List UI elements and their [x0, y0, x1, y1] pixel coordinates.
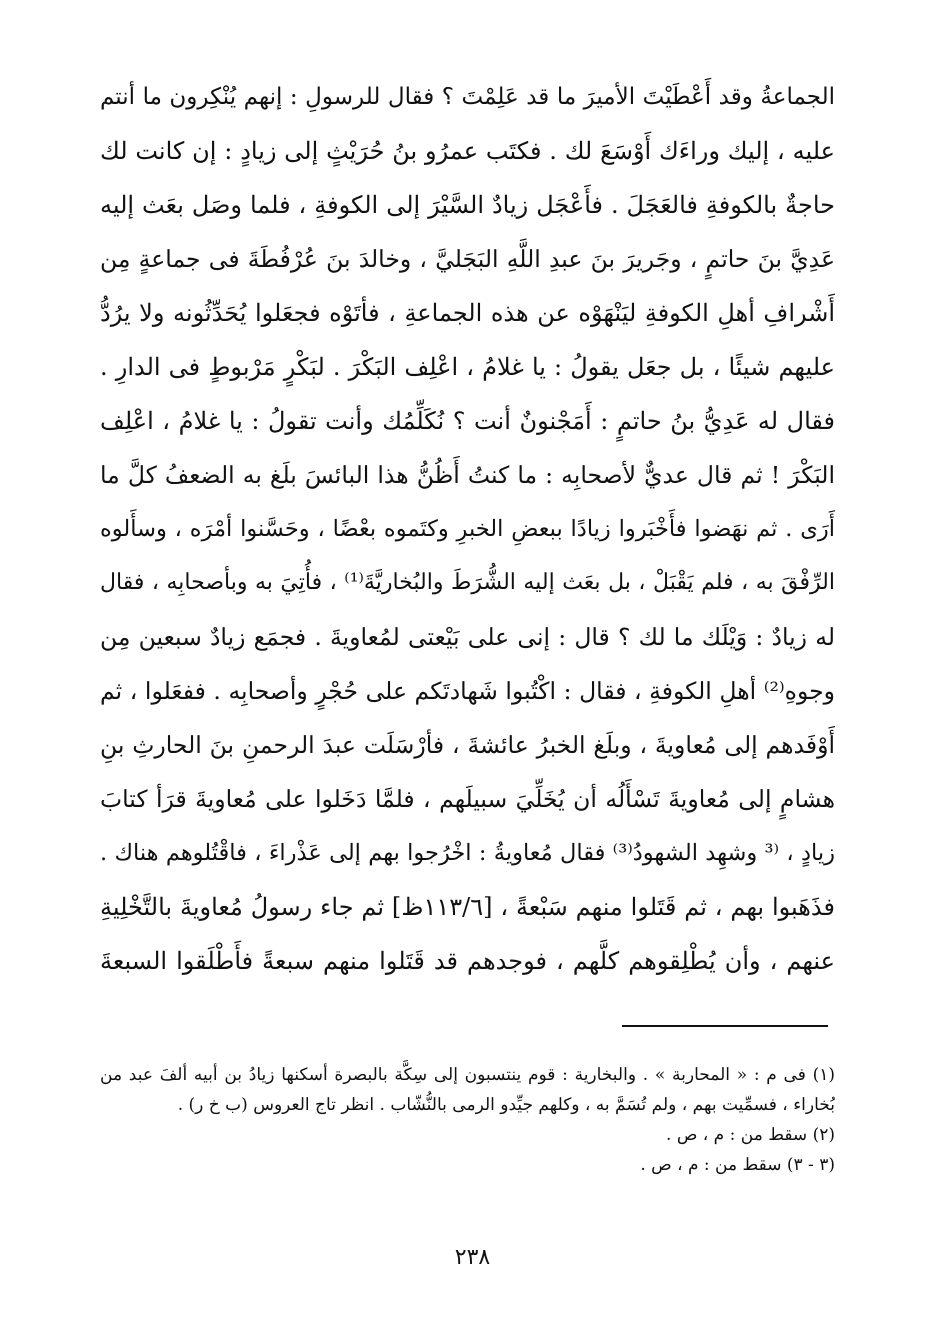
text-line: عَدِيَّ بنَ حاتمٍ ، وجَريرَ بنَ عبدِ اللَّهِ البَجَليَّ ، وخالدَ بنَ عُرْفُطَةَ فى جماعةٍ مِن	[100, 245, 835, 273]
footnotes	[100, 1060, 835, 1180]
text-line: هشامٍ إلى مُعاويةَ تَسْأَلُه أن يُخَلِّيَ سبيلَهم ، فلمَّا دَخَلوا على مُعاويةَ قرَأ كتابَ	[100, 785, 835, 813]
text-line: فذَهَبوا بهم ، ثم قَتَلوا منهم سَبْعةً ، [١١٣/٦ظ] ثم جاء رسولُ مُعاويةَ بالتَّخْلِيةِ	[100, 893, 835, 921]
text-line: حاجةٌ بالكوفةِ فالعَجَلَ . فأَعْجَل زيادٌ السَّيْرَ إلى الكوفةِ ، فلما وصَل بعَث إليه	[100, 191, 835, 219]
footnote-separator	[622, 1025, 828, 1027]
text-line: زيادٍ ، ⁽³ وشهِد الشهودُ⁽³⁾ فقال مُعاويةُ : اخْرُجوا بهم إلى عَذْراءَ ، فاقْتُلوهم هناك .	[100, 840, 835, 866]
text-line: الرِّفْقَ به ، فلم يَقْبَلْ ، بل بعَث إليه الشُّرَطَ والبُخاريَّةَ⁽¹⁾ ، فأُتِيَ به وبأصحابِه ، فقال	[100, 570, 835, 595]
text-line: له زيادٌ : وَيْلَك ما لك ؟ قال : إنى على بَيْعتى لمُعاويةَ . فجمَع زيادٌ سبعين مِن	[100, 623, 835, 651]
footnote-line: بُخاراء ، فسمِّيت بهم ، ولم تُسَمَّ به ، وكلهم جيِّدو الرمى بالنُّشّاب . انظر تاج العروس (ب خ ر) .	[177, 1095, 835, 1115]
footnote-line: (٣ - ٣) سقط من : م ، ص .	[640, 1155, 835, 1175]
page-number: ٢٣٨	[454, 1245, 491, 1270]
text-line: أَوْفَدهم إلى مُعاويةَ ، وبلَغ الخبرُ عائشةَ ، فأرْسَلَت عبدَ الرحمنِ بنَ الحارثِ بنِ	[100, 731, 835, 759]
footnote-line: (٢) سقط من : م ، ص .	[666, 1125, 835, 1145]
text-line: البَكْرَ ! ثم قال عديٌّ لأصحابِه : ما كنتُ أَظُنُّ هذا البائسَ بلَغ به الضعفُ كلَّ ما	[100, 461, 835, 489]
text-line: عليهم شيئًا ، بل جعَل يقولُ : يا غلامُ ، اعْلِف البَكْرَ . لبَكْرٍ مَرْبوطٍ فى الدارِ .	[100, 353, 835, 381]
text-line: أَرَى . ثم نهَضوا فأَخْبَروا زيادًا ببعضِ الخبرِ وكتَموه بعْضًا ، وحَسَّنوا أمْرَه ، وسأَلوه	[100, 516, 835, 542]
text-line: عنهم ، وأن يُطْلِقوهم كلَّهم ، فوجدهم قد قَتَلوا منهم سبعةً فأَطْلَقوا السبعةَ	[100, 947, 835, 975]
text-line: عليه ، إليك وراءَك أَوْسَعَ لك . فكتَب عمرُو بنُ حُرَيْثٍ إلى زيادٍ : إن كانت لك	[100, 137, 835, 165]
text-line: وجوهِ⁽²⁾ أهلِ الكوفةِ ، فقال : اكْتُبوا شَهادتَكم على حُجْرٍ وأصحابِه . ففعَلوا ، ثم	[100, 677, 835, 705]
text-line: أَشْرافِ أهلِ الكوفةِ ليَنْهَوْه عن هذه الجماعةِ ، فأتَوْه فجعَلوا يُحَدِّثُونه ولا يرُدُّ	[100, 299, 835, 327]
main-text	[100, 70, 835, 988]
text-line: الجماعةُ وقد أَعْطَيْتَ الأميرَ ما قد عَلِمْتَ ؟ فقال للرسولِ : إنهم يُنْكِرون ما أنتم	[100, 84, 835, 110]
text-line: فقال له عَدِيُّ بنُ حاتمٍ : أَمَجْنونٌ أنت ؟ نُكَلِّمُك وأنت تقولُ : يا غلامُ ، اعْلِف	[100, 407, 835, 435]
footnote-line: (١) فى م : « المحاربة » . والبخارية : قوم ينتسبون إلى سِكَّة بالبصرة أسكنها زيادُ بن أبيه ألفَ عبد من	[100, 1065, 835, 1085]
